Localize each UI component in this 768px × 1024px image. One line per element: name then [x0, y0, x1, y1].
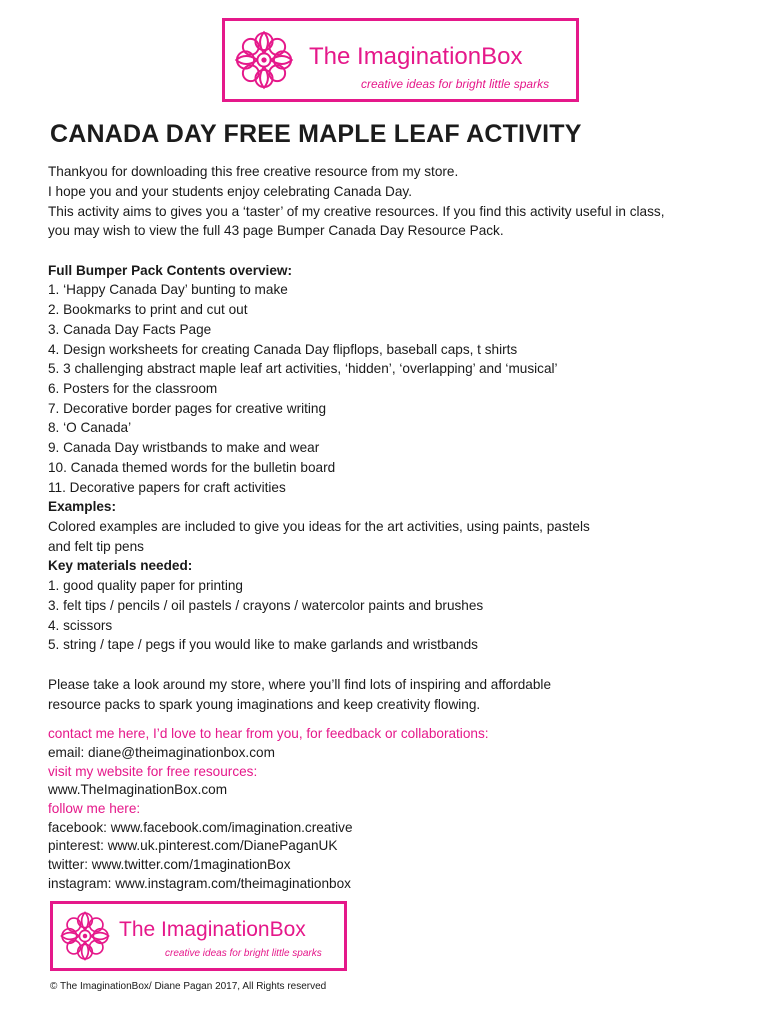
examples-line: and felt tip pens	[48, 539, 144, 554]
materials-item: 5. string / tape / pegs if you would like to make garlands and wristbands	[48, 637, 478, 652]
closing-line: Please take a look around my store, where you’ll find lots of inspiring and affordable	[48, 677, 552, 692]
examples-line: Colored examples are included to give you ideas for the art activities, using paints, pastels	[48, 519, 590, 534]
examples-heading: Examples:	[48, 499, 117, 514]
website-link[interactable]: www.TheImaginationBox.com	[48, 782, 228, 797]
twitter-link[interactable]: twitter: www.twitter.com/1maginationBox	[48, 857, 291, 872]
intro-line: Thankyou for downloading this free creative resource from my store.	[48, 164, 459, 179]
brand-tagline: creative ideas for bright little sparks	[165, 948, 322, 959]
materials-item: 3. felt tips / pencils / oil pastels / crayons / watercolor paints and brushes	[48, 598, 484, 613]
materials-item: 1. good quality paper for printing	[48, 578, 243, 593]
contents-item: 8. ‘O Canada’	[48, 420, 132, 435]
contents-item: 9. Canada Day wristbands to make and wear	[48, 440, 320, 455]
instagram-link[interactable]: instagram: www.instagram.com/theimaginationbox	[48, 876, 351, 891]
website-heading: visit my website for free resources:	[48, 764, 258, 779]
header-logo	[222, 18, 579, 102]
copyright-notice: © The ImaginationBox/ Diane Pagan 2017, All Rights reserved	[50, 981, 327, 992]
materials-heading: Key materials needed:	[48, 558, 193, 573]
brand-tagline: creative ideas for bright little sparks	[361, 77, 550, 91]
contents-item: 4. Design worksheets for creating Canada Day flipflops, baseball caps, t shirts	[48, 342, 518, 357]
contents-item: 7. Decorative border pages for creative writing	[48, 401, 327, 416]
brand-name: The ImaginationBox	[119, 918, 306, 941]
intro-line: This activity aims to gives you a ‘taster’ of my creative resources. If you find this activity useful in class,	[48, 204, 665, 219]
pinterest-link[interactable]: pinterest: www.uk.pinterest.com/DianePaganUK	[48, 838, 338, 853]
brand-name: The ImaginationBox	[309, 43, 523, 70]
footer-logo	[50, 901, 347, 971]
closing-line: resource packs to spark young imaginations and keep creativity flowing.	[48, 697, 481, 712]
contents-item: 1. ‘Happy Canada Day’ bunting to make	[48, 282, 288, 297]
page-title: CANADA DAY FREE MAPLE LEAF ACTIVITY	[50, 120, 582, 148]
flower-logo-icon	[231, 27, 297, 93]
flower-logo-icon	[57, 908, 113, 964]
contents-heading: Full Bumper Pack Contents overview:	[48, 263, 292, 278]
materials-item: 4. scissors	[48, 618, 113, 633]
intro-line: I hope you and your students enjoy celebrating Canada Day.	[48, 184, 412, 199]
email-link[interactable]: email: diane@theimaginationbox.com	[48, 745, 275, 760]
contents-item: 5. 3 challenging abstract maple leaf art activities, ‘hidden’, ‘overlapping’ and ‘musical’	[48, 361, 558, 376]
contents-item: 6. Posters for the classroom	[48, 381, 218, 396]
contents-item: 11. Decorative papers for craft activities	[48, 480, 286, 495]
contents-item: 3. Canada Day Facts Page	[48, 322, 212, 337]
intro-line: you may wish to view the full 43 page Bumper Canada Day Resource Pack.	[48, 223, 504, 238]
facebook-link[interactable]: facebook: www.facebook.com/imagination.creative	[48, 820, 353, 835]
follow-heading: follow me here:	[48, 801, 141, 816]
contents-item: 2. Bookmarks to print and cut out	[48, 302, 248, 317]
contact-heading: contact me here, I’d love to hear from you, for feedback or collaborations:	[48, 726, 489, 741]
contents-item: 10. Canada themed words for the bulletin board	[48, 460, 336, 475]
